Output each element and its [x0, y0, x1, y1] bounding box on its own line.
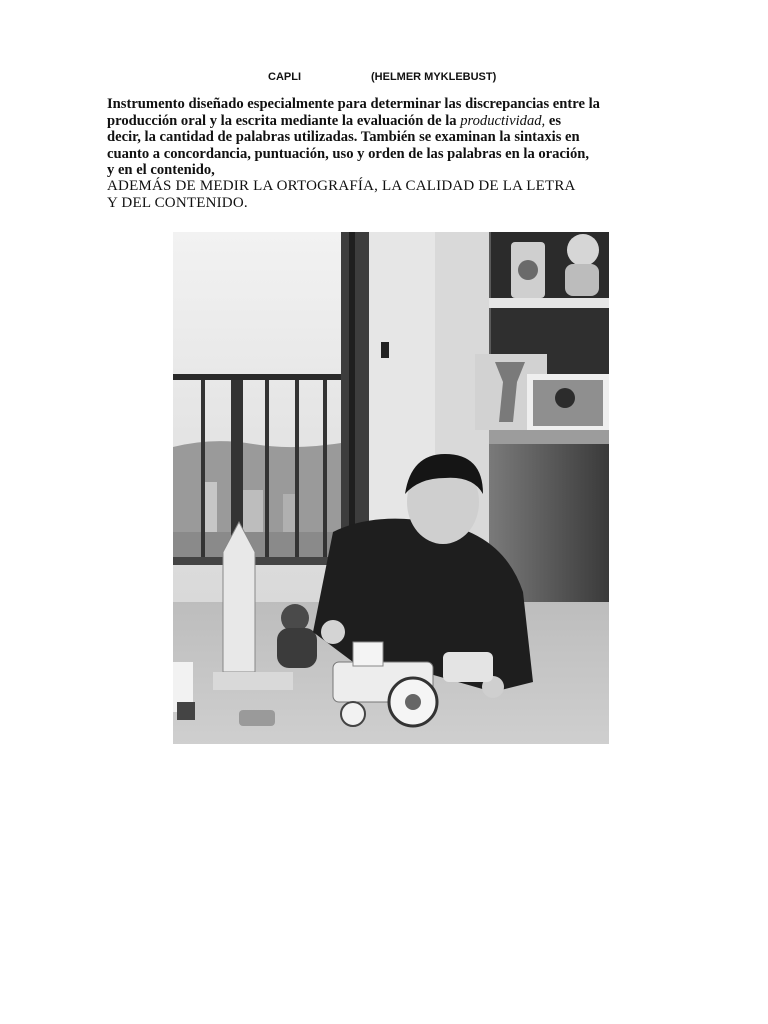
photo-illustration	[173, 232, 609, 744]
paragraph-line: Instrumento diseñado especialmente para determinar las discrepancias entre la	[107, 96, 600, 112]
emphasized-term: productividad,	[460, 112, 546, 129]
paragraph-text: producción oral y la escrita mediante la evaluación de la	[107, 112, 461, 129]
paragraph-line: decir, la cantidad de palabras utilizadas. También se examinan la sintaxis en	[107, 129, 580, 146]
header-author: (HELMER MYKLEBUST)	[371, 71, 497, 83]
description-paragraph	[107, 96, 667, 179]
uppercase-line: ADEMÁS DE MEDIR LA ORTOGRAFÍA, LA CALIDAD DE LA LETRA	[107, 178, 576, 194]
paragraph-line	[107, 113, 667, 130]
boy-playing-photo	[173, 232, 609, 744]
uppercase-note	[107, 178, 667, 212]
paragraph-line: cuanto a concordancia, puntuación, uso y orden de las palabras en la oración,	[107, 145, 590, 162]
document-header	[0, 71, 768, 89]
paragraph-text: es	[545, 112, 561, 129]
header-title: CAPLI	[268, 71, 301, 83]
paragraph-line: y en el contenido,	[107, 162, 215, 179]
uppercase-line: Y DEL CONTENIDO.	[107, 195, 248, 211]
